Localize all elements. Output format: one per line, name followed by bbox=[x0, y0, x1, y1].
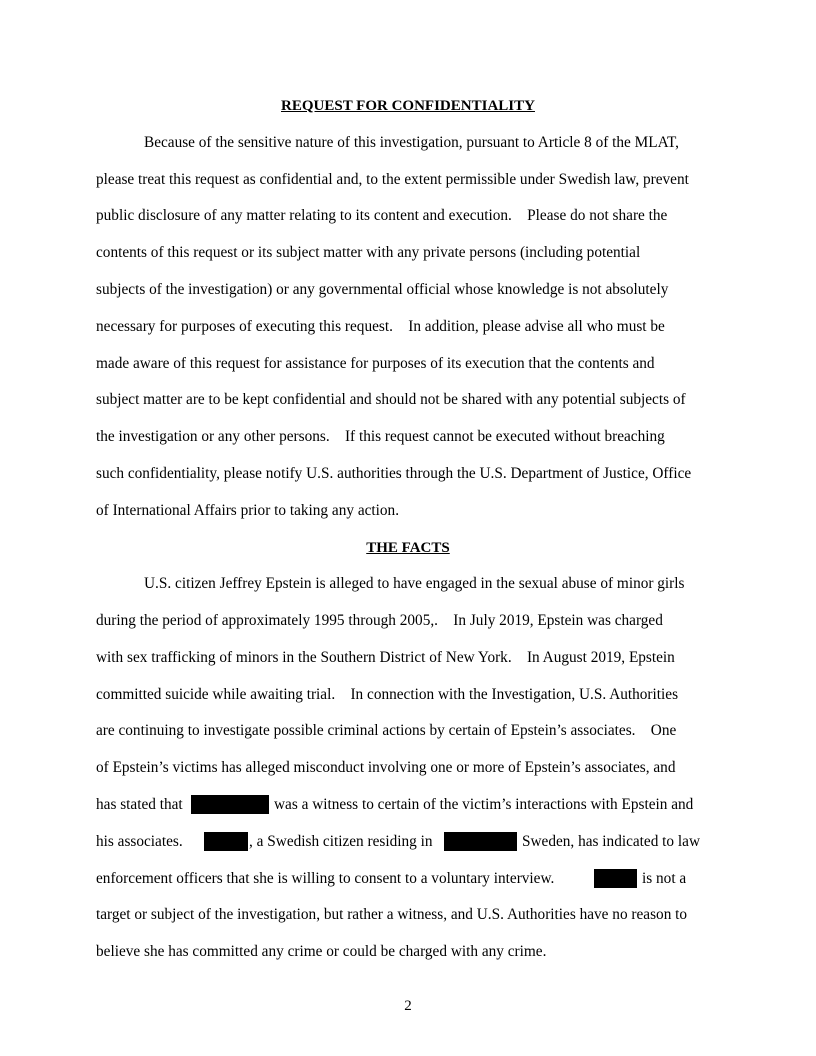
paragraph-line: of International Affairs prior to taking any action. bbox=[96, 502, 400, 519]
paragraph-line: during the period of approximately 1995 through 2005,. In July 2019, Epstein was charged bbox=[96, 612, 663, 629]
paragraph-line-segment: his associates. bbox=[96, 833, 183, 850]
paragraph-line-segment: is not a bbox=[642, 870, 687, 887]
redaction-box bbox=[444, 832, 517, 851]
paragraph-line: public disclosure of any matter relating to its content and execution. Please do not share the bbox=[96, 207, 668, 224]
redaction-box bbox=[594, 869, 637, 888]
paragraph-line: subjects of the investigation) or any governmental official whose knowledge is not absolutely bbox=[96, 281, 669, 298]
paragraph-line-segment: was a witness to certain of the victim’s interactions with Epstein and bbox=[274, 796, 694, 813]
redaction-box bbox=[191, 795, 269, 814]
paragraph-line: made aware of this request for assistance for purposes of its execution that the contents and bbox=[96, 355, 655, 372]
paragraph-line: of Epstein’s victims has alleged misconduct involving one or more of Epstein’s associates, and bbox=[96, 759, 676, 776]
paragraph-line: please treat this request as confidential and, to the extent permissible under Swedish law, prevent bbox=[96, 171, 689, 188]
paragraph-line: believe she has committed any crime or could be charged with any crime. bbox=[96, 943, 547, 960]
page-number: 2 bbox=[404, 998, 412, 1014]
paragraph-line: target or subject of the investigation, but rather a witness, and U.S. Authorities have no reason to bbox=[96, 906, 688, 923]
paragraph-line: U.S. citizen Jeffrey Epstein is alleged to have engaged in the sexual abuse of minor girls bbox=[144, 575, 685, 592]
paragraph-line: subject matter are to be kept confidential and should not be shared with any potential subjects of bbox=[96, 391, 686, 408]
paragraph-line: contents of this request or its subject matter with any private persons (including potential bbox=[96, 244, 641, 261]
paragraph-line-segment: Sweden, has indicated to law bbox=[522, 833, 700, 850]
heading-confidentiality: REQUEST FOR CONFIDENTIALITY bbox=[281, 98, 535, 114]
heading-the-facts: THE FACTS bbox=[366, 540, 450, 556]
paragraph-line-segment: has stated that bbox=[96, 796, 183, 813]
paragraph-line-segment: enforcement officers that she is willing to consent to a voluntary interview. bbox=[96, 870, 555, 887]
paragraph-line: the investigation or any other persons. If this request cannot be executed without breaching bbox=[96, 428, 665, 445]
paragraph-line: are continuing to investigate possible criminal actions by certain of Epstein’s associates. One bbox=[96, 722, 677, 739]
paragraph-line-segment: , a Swedish citizen residing in bbox=[249, 833, 433, 850]
paragraph-line: necessary for purposes of executing this request. In addition, please advise all who must be bbox=[96, 318, 665, 335]
paragraph-line: such confidentiality, please notify U.S. authorities through the U.S. Department of Justice, Office bbox=[96, 465, 692, 482]
paragraph-line: committed suicide while awaiting trial. In connection with the Investigation, U.S. Authorities bbox=[96, 686, 679, 703]
redaction-box bbox=[204, 832, 248, 851]
paragraph-line: Because of the sensitive nature of this investigation, pursuant to Article 8 of the MLAT, bbox=[144, 134, 679, 151]
paragraph-line: with sex trafficking of minors in the Southern District of New York. In August 2019, Epstein bbox=[96, 649, 675, 666]
